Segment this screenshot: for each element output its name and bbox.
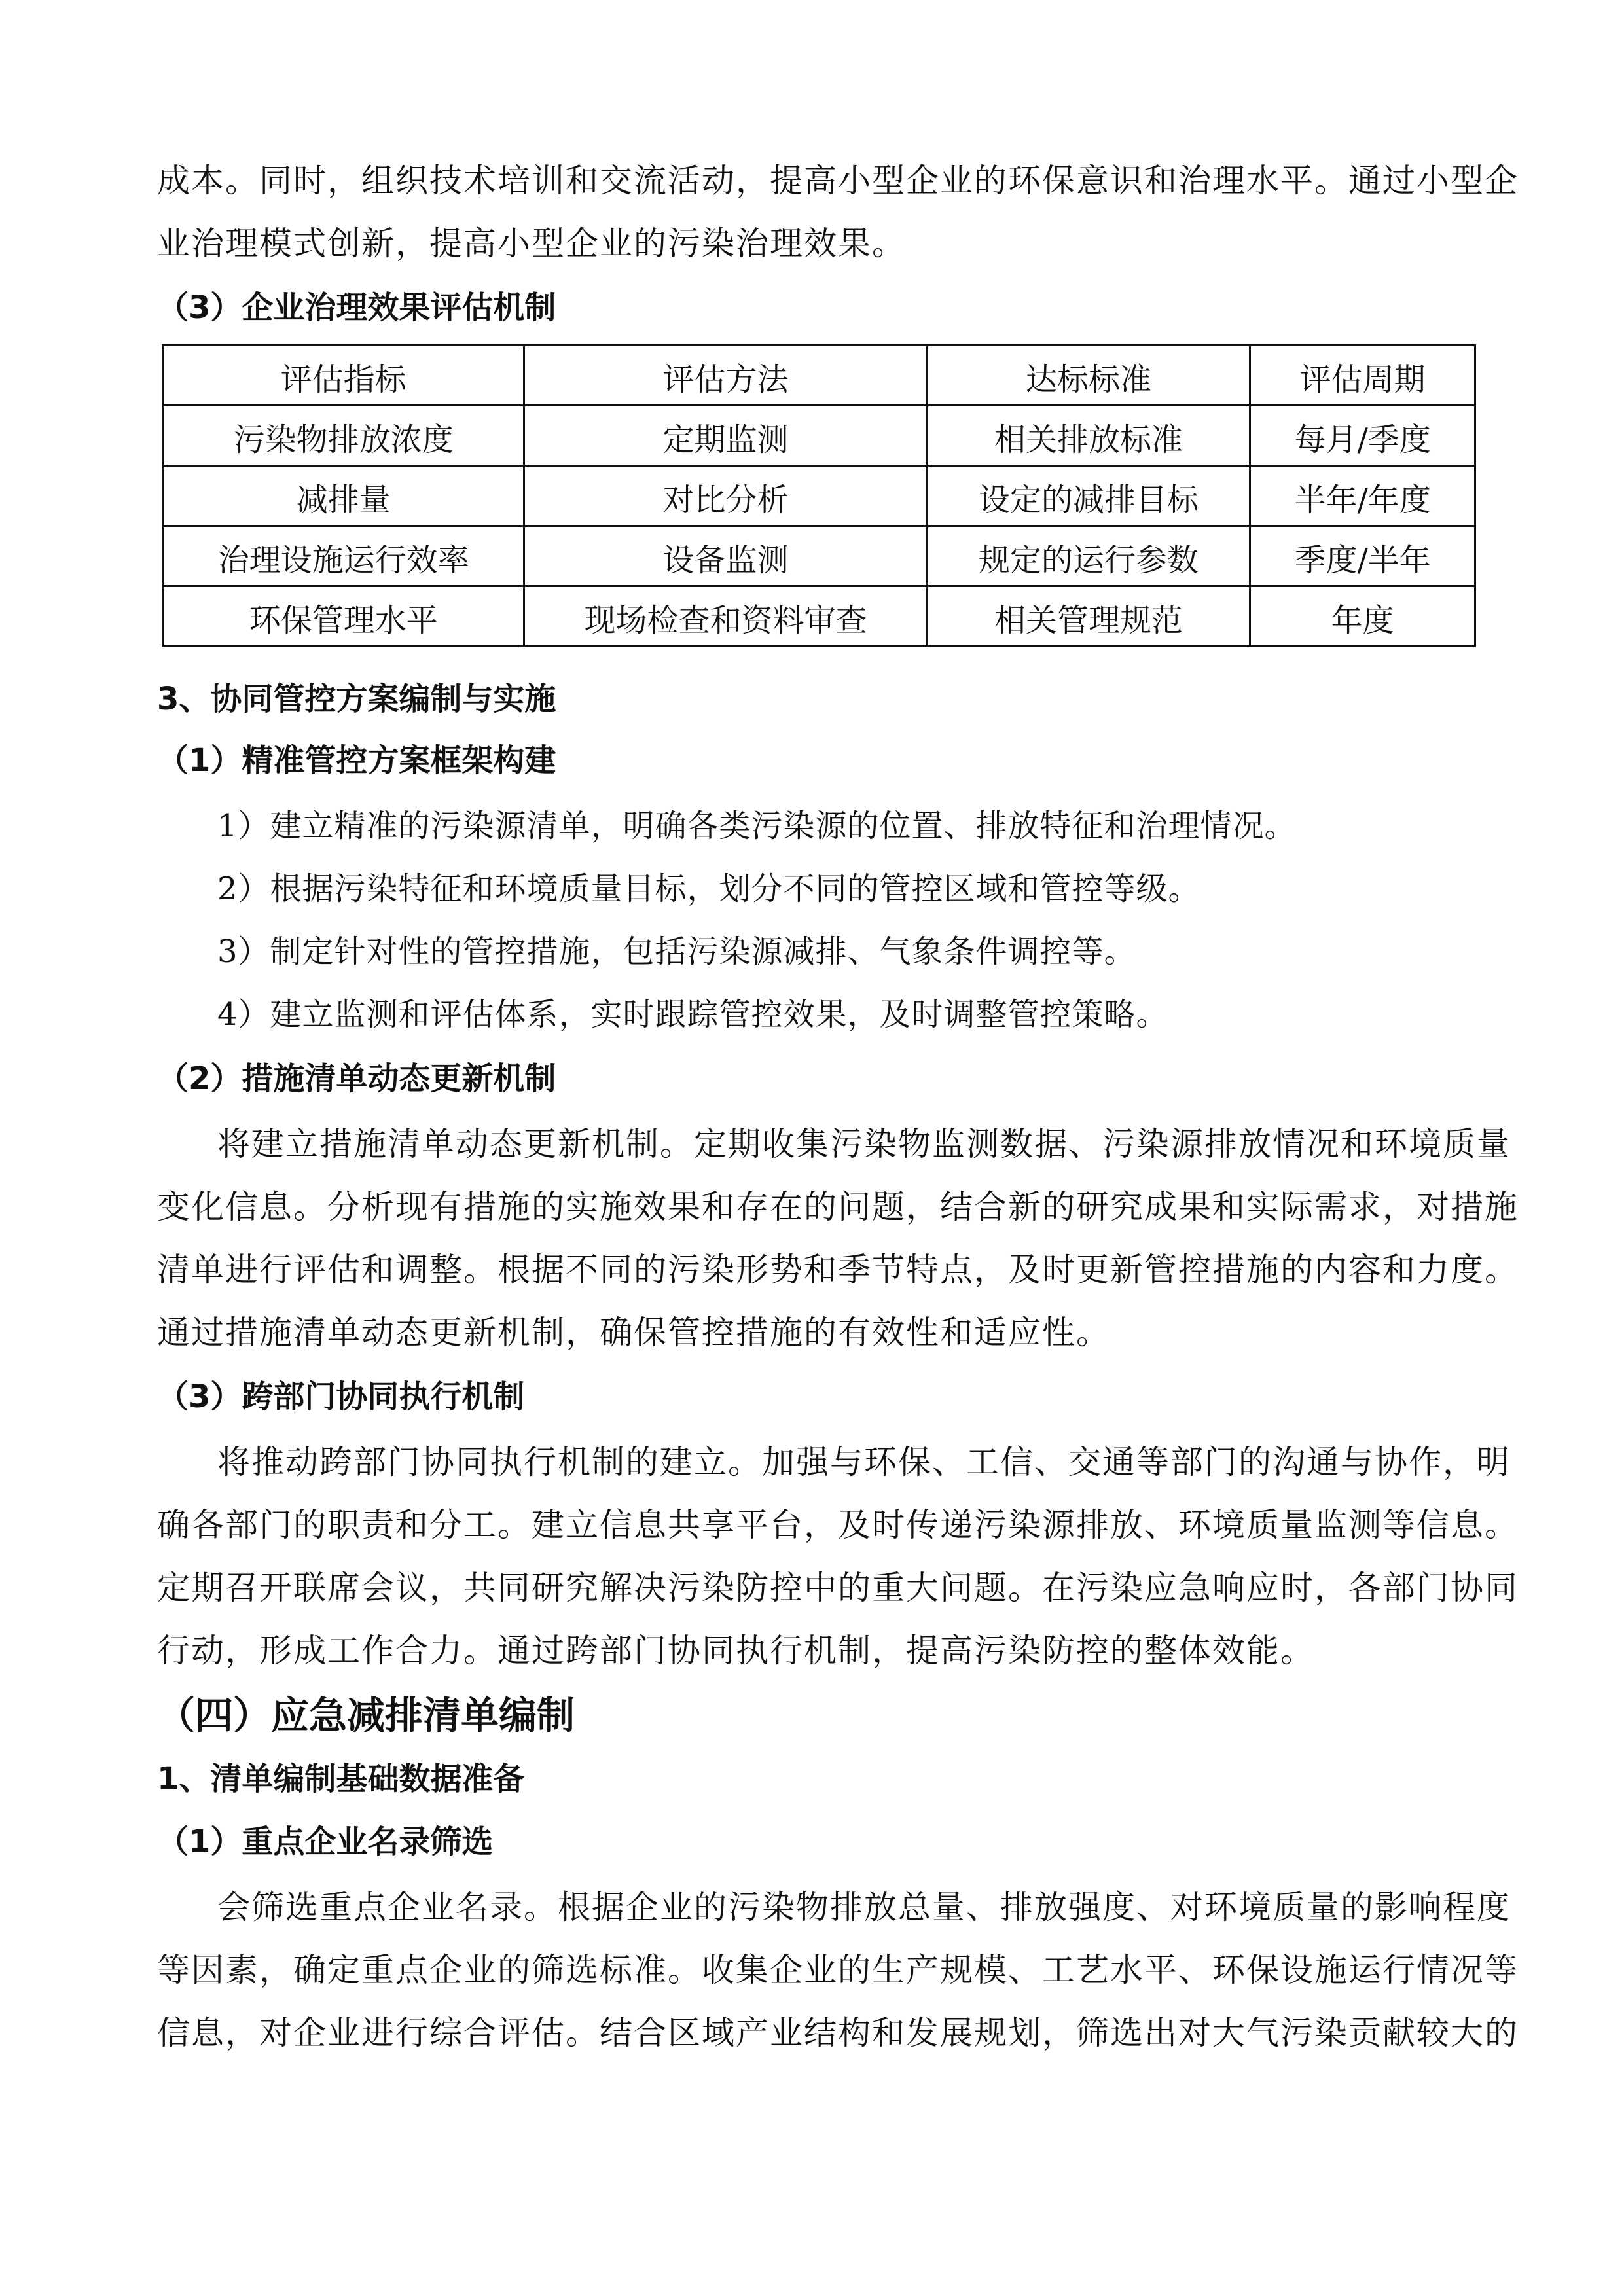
sec4-line-1: 会筛选重点企业名录。根据企业的污染物排放总量、排放强度、对环境质量的影响程度 [217, 1888, 1511, 1926]
table-cell: 污染物排放浓度 [163, 406, 524, 466]
sub3-line-2: 确各部门的职责和分工。建立信息共享平台，及时传递污染源排放、环境质量监测等信息。 [157, 1506, 1519, 1544]
table-cell: 环保管理水平 [163, 586, 524, 647]
list-item: 3）制定针对性的管控措施，包括污染源减排、气象条件调控等。 [217, 933, 1136, 970]
section-3-heading: 3、协同管控方案编制与实施 [157, 681, 556, 717]
table-row [163, 406, 1475, 466]
section-4-sub1-heading: （1）重点企业名录筛选 [157, 1823, 494, 1860]
list-item: 4）建立监测和评估体系，实时跟踪管控效果，及时调整管控策略。 [217, 996, 1168, 1033]
table-cell: 规定的运行参数 [927, 526, 1250, 586]
table-cell: 半年/年度 [1250, 466, 1475, 526]
sub2-line-3: 清单进行评估和调整。根据不同的污染形势和季节特点，及时更新管控措施的内容和力度。 [157, 1251, 1519, 1289]
sub2-line-1: 将建立措施清单动态更新机制。定期收集污染物监测数据、污染源排放情况和环境质量 [217, 1125, 1511, 1163]
section-4-sub-heading: 1、清单编制基础数据准备 [157, 1761, 525, 1797]
table-cell: 设定的减排目标 [927, 466, 1250, 526]
list-item: 1）建立精准的污染源清单，明确各类污染源的位置、排放特征和治理情况。 [217, 808, 1297, 844]
sub3-line-1: 将推动跨部门协同执行机制的建立。加强与环保、工信、交通等部门的沟通与协作，明 [217, 1443, 1511, 1481]
evaluation-table [162, 344, 1476, 647]
table-row [163, 466, 1475, 526]
sub2-line-2: 变化信息。分析现有措施的实施效果和存在的问题，结合新的研究成果和实际需求，对措施 [157, 1188, 1519, 1226]
table-cell: 定期监测 [524, 406, 927, 466]
table-cell: 相关管理规范 [927, 586, 1250, 647]
section-3-sub3-heading: （3）跨部门协同执行机制 [157, 1378, 525, 1415]
table-cell: 设备监测 [524, 526, 927, 586]
section-3-sub2-heading: （2）措施清单动态更新机制 [157, 1060, 556, 1097]
intro-line-1: 成本。同时，组织技术培训和交流活动，提高小型企业的环保意识和治理水平。通过小型企 [157, 162, 1519, 200]
sub3-line-3: 定期召开联席会议，共同研究解决污染防控中的重大问题。在污染应急响应时，各部门协同 [157, 1569, 1519, 1607]
sub3-line-4: 行动，形成工作合力。通过跨部门协同执行机制，提高污染防控的整体效能。 [157, 1632, 1314, 1670]
table-header-cell: 评估指标 [163, 346, 524, 406]
table-header-row [163, 346, 1475, 406]
list-item: 2）根据污染特征和环境质量目标，划分不同的管控区域和管控等级。 [217, 870, 1200, 907]
sec4-line-3: 信息，对企业进行综合评估。结合区域产业结构和发展规划，筛选出对大气污染贡献较大的 [157, 2014, 1519, 2052]
table-cell: 年度 [1250, 586, 1475, 647]
table-row [163, 526, 1475, 586]
table-header-cell: 评估周期 [1250, 346, 1475, 406]
table-cell: 每月/季度 [1250, 406, 1475, 466]
table-cell: 季度/半年 [1250, 526, 1475, 586]
section-3-sub1-heading: （1）精准管控方案框架构建 [157, 742, 556, 779]
table-cell: 对比分析 [524, 466, 927, 526]
section-4-heading: （四）应急减排清单编制 [157, 1693, 575, 1738]
table-cell: 治理设施运行效率 [163, 526, 524, 586]
table-row [163, 586, 1475, 647]
sec4-line-2: 等因素，确定重点企业的筛选标准。收集企业的生产规模、工艺水平、环保设施运行情况等 [157, 1951, 1519, 1989]
sub2-line-4: 通过措施清单动态更新机制，确保管控措施的有效性和适应性。 [157, 1314, 1110, 1352]
table-cell: 减排量 [163, 466, 524, 526]
table-header-cell: 评估方法 [524, 346, 927, 406]
intro-line-2: 业治理模式创新，提高小型企业的污染治理效果。 [157, 224, 906, 262]
table-cell: 现场检查和资料审查 [524, 586, 927, 647]
table-header-cell: 达标标准 [927, 346, 1250, 406]
eval-heading: （3）企业治理效果评估机制 [157, 289, 556, 326]
table-cell: 相关排放标准 [927, 406, 1250, 466]
